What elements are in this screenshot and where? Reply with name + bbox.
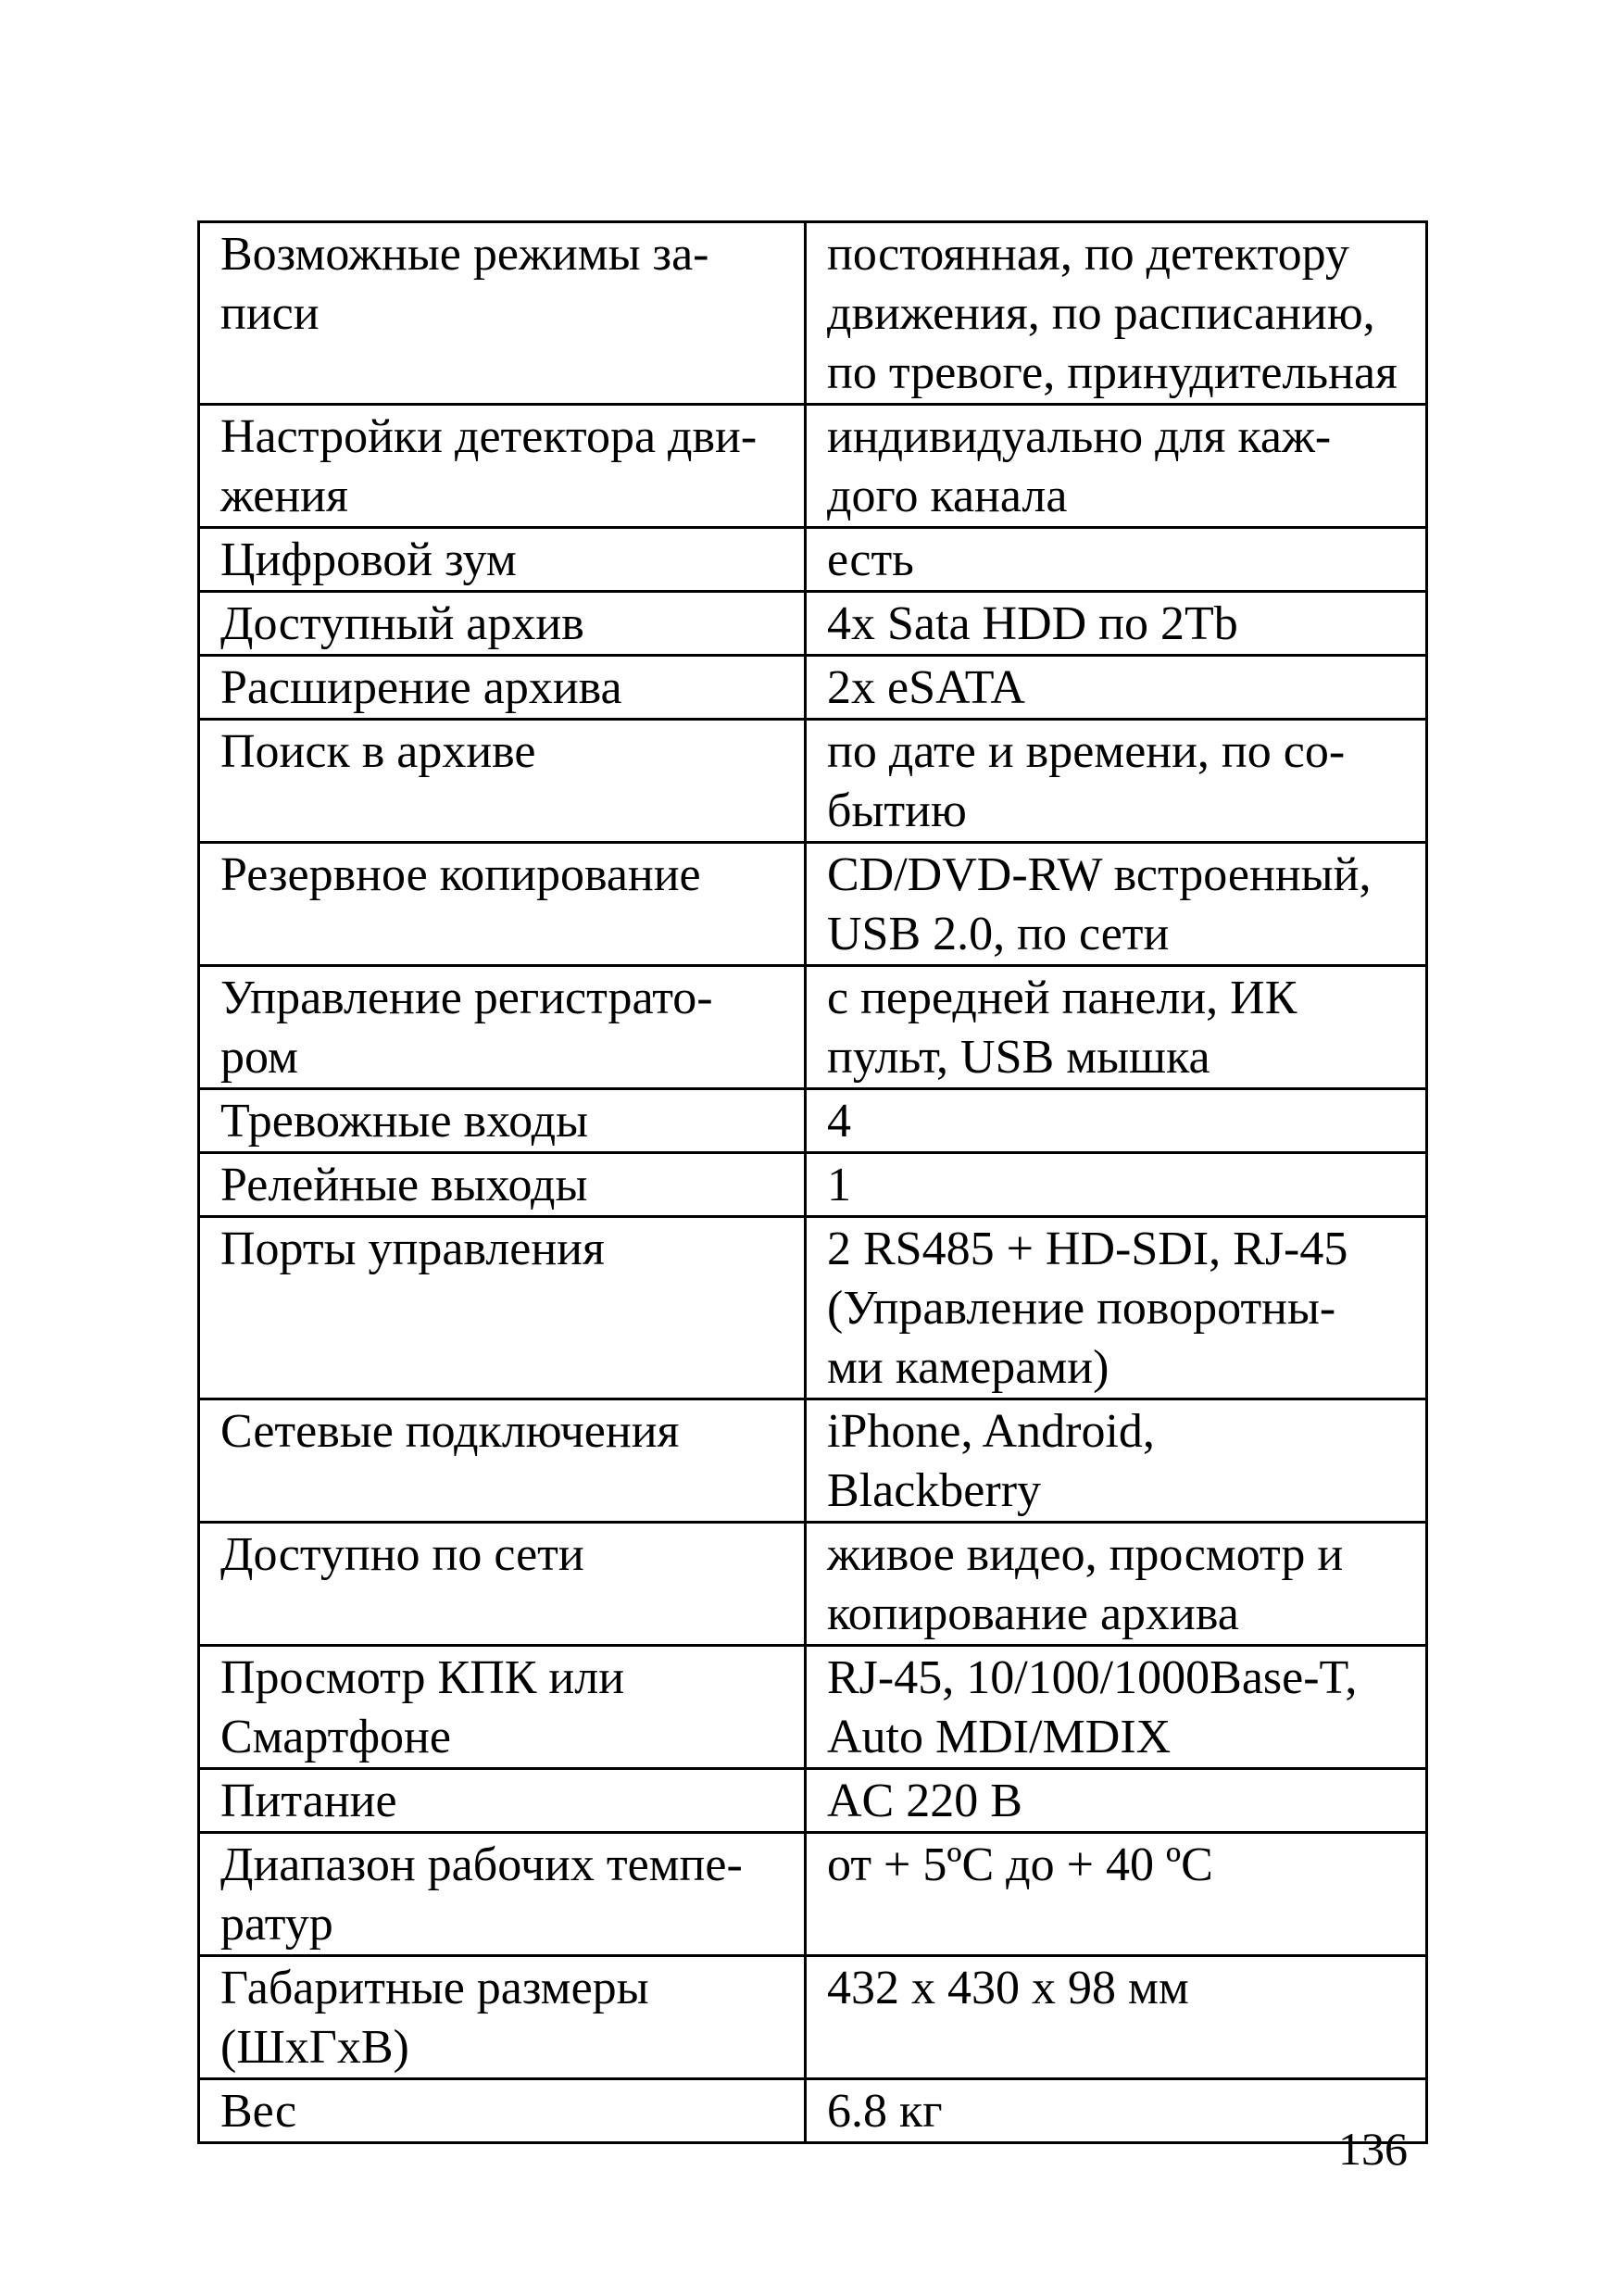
table-row	[199, 405, 1427, 528]
table-row	[199, 1769, 1427, 1833]
parameter-cell: Управление регистрато- ром	[199, 966, 806, 1089]
parameter-cell: Резервное копирование	[199, 843, 806, 966]
parameter-cell: Доступный архив	[199, 592, 806, 656]
parameter-cell: Расширение архива	[199, 656, 806, 720]
parameter-cell: Просмотр КПК или Смартфоне	[199, 1646, 806, 1769]
value-cell: 2 RS485 + HD-SDI, RJ-45 (Управление поворотны- ми камерами)	[806, 1217, 1427, 1399]
table-row	[199, 1956, 1427, 2079]
table-row	[199, 2079, 1427, 2143]
value-cell: постоянная, по детектору движения, по расписанию, по тревоге, принудительная	[806, 222, 1427, 405]
parameter-cell: Вес	[199, 2079, 806, 2143]
value-cell: iPhone, Android, Blackberry	[806, 1399, 1427, 1523]
table-row	[199, 843, 1427, 966]
table-row	[199, 1089, 1427, 1153]
parameter-cell: Цифровой зум	[199, 528, 806, 592]
specifications-table	[197, 220, 1428, 2144]
page-number: 136	[1338, 2123, 1408, 2175]
table-row	[199, 1153, 1427, 1217]
parameter-cell: Диапазон рабочих темпе- ратур	[199, 1833, 806, 1956]
table-row	[199, 1399, 1427, 1523]
table-row	[199, 1833, 1427, 1956]
table-row	[199, 528, 1427, 592]
parameter-cell: Тревожные входы	[199, 1089, 806, 1153]
table-row	[199, 1523, 1427, 1646]
value-cell: 4x Sata HDD по 2Tb	[806, 592, 1427, 656]
table-row	[199, 966, 1427, 1089]
table-row	[199, 1646, 1427, 1769]
parameter-cell: Настройки детектора дви- жения	[199, 405, 806, 528]
parameter-cell: Сетевые подключения	[199, 1399, 806, 1523]
value-cell: RJ-45, 10/100/1000Base-T, Auto MDI/MDIX	[806, 1646, 1427, 1769]
parameter-cell: Релейные выходы	[199, 1153, 806, 1217]
value-cell: с передней панели, ИК пульт, USB мышка	[806, 966, 1427, 1089]
value-cell: по дате и времени, по со- бытию	[806, 720, 1427, 843]
value-cell: 2x eSATA	[806, 656, 1427, 720]
parameter-cell: Порты управления	[199, 1217, 806, 1399]
value-cell: от + 5ºC до + 40 ºC	[806, 1833, 1427, 1956]
value-cell: есть	[806, 528, 1427, 592]
value-cell: 6.8 кг	[806, 2079, 1427, 2143]
value-cell: 1	[806, 1153, 1427, 1217]
parameter-cell: Доступно по сети	[199, 1523, 806, 1646]
value-cell: индивидуально для каж- дого канала	[806, 405, 1427, 528]
specifications-table-body	[199, 222, 1427, 2143]
parameter-cell: Возможные режимы за- писи	[199, 222, 806, 405]
value-cell: CD/DVD-RW встроенный, USB 2.0, по сети	[806, 843, 1427, 966]
table-row	[199, 656, 1427, 720]
table-row	[199, 222, 1427, 405]
value-cell: 432 x 430 x 98 мм	[806, 1956, 1427, 2079]
value-cell: 4	[806, 1089, 1427, 1153]
value-cell: AC 220 B	[806, 1769, 1427, 1833]
parameter-cell: Поиск в архиве	[199, 720, 806, 843]
table-row	[199, 1217, 1427, 1399]
value-cell: живое видео, просмотр и копирование архива	[806, 1523, 1427, 1646]
table-row	[199, 592, 1427, 656]
parameter-cell: Питание	[199, 1769, 806, 1833]
table-row	[199, 720, 1427, 843]
parameter-cell: Габаритные размеры (ШхГхВ)	[199, 1956, 806, 2079]
